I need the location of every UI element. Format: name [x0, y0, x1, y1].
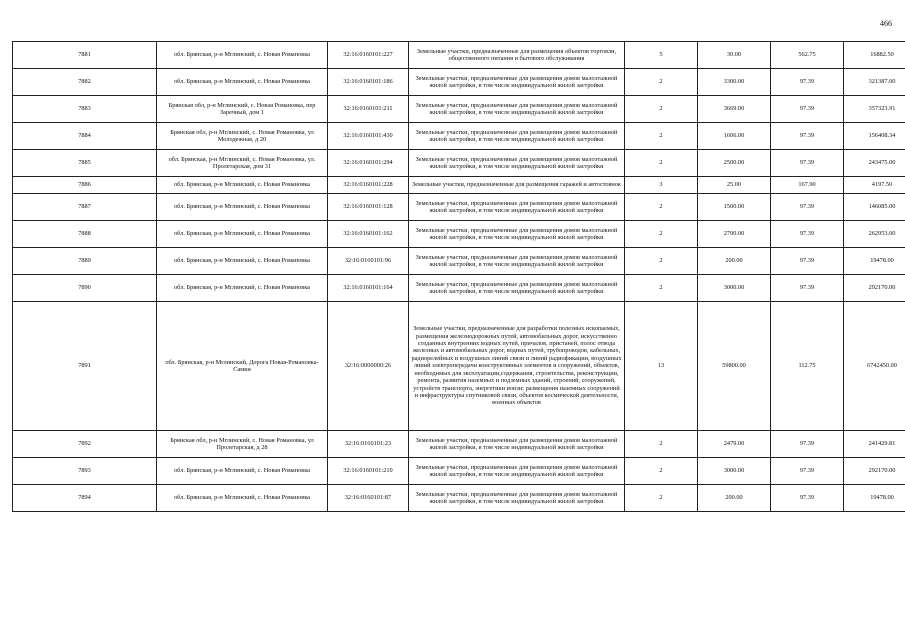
address-cell: Брянская обл, р-н Мглинский, с. Новая Романовка, ул Пролетарская, д 28 [157, 431, 328, 458]
use-group-cell: 2 [625, 194, 698, 221]
table-row [13, 431, 905, 458]
table-row [13, 177, 905, 194]
table-row [13, 96, 905, 123]
table-row [13, 302, 905, 431]
cadastral-number-cell: 32:16:0160101:96 [328, 248, 409, 275]
row-number-cell: 7889 [13, 248, 157, 275]
cadastral-number-cell: 32:16:0160101:164 [328, 275, 409, 302]
cadastral-number-cell: 32:16:0160101:23 [328, 431, 409, 458]
specific-value-cell: 97.39 [771, 150, 844, 177]
specific-value-cell: 97.39 [771, 69, 844, 96]
table-row [13, 69, 905, 96]
cadastral-value-cell: 16882.50 [844, 42, 905, 69]
address-cell: обл. Брянская, р-н Мглинский, с. Новая Романовка [157, 248, 328, 275]
row-number-cell: 7884 [13, 123, 157, 150]
land-use-cell: Земельные участки, предназначенные для размещения домов малоэтажной жилой застройки, в том числе индивидуальной жилой застройки [409, 248, 625, 275]
use-group-cell: 2 [625, 96, 698, 123]
cadastral-number-cell: 32:16:0160101:162 [328, 221, 409, 248]
cadastral-number-cell: 32:16:0160101:294 [328, 150, 409, 177]
cadastral-number-cell: 32:16:0160101:210 [328, 458, 409, 485]
specific-value-cell: 97.39 [771, 431, 844, 458]
address-cell: обл. Брянская, р-н Мглинский, с. Новая Романовка [157, 275, 328, 302]
cadastral-number-cell: 32:16:0160101:227 [328, 42, 409, 69]
cadastral-number-cell: 32:16:0000000:26 [328, 302, 409, 431]
use-group-cell: 3 [625, 177, 698, 194]
address-cell: обл. Брянская, р-н Мглинский, с. Новая Романовка, ул. Пролетарская, дом 31 [157, 150, 328, 177]
specific-value-cell: 97.39 [771, 275, 844, 302]
area-cell: 3300.00 [698, 69, 771, 96]
use-group-cell: 2 [625, 275, 698, 302]
table-row [13, 42, 905, 69]
cadastral-value-cell: 19478.00 [844, 485, 905, 512]
specific-value-cell: 97.39 [771, 248, 844, 275]
specific-value-cell: 97.39 [771, 96, 844, 123]
area-cell: 1500.00 [698, 194, 771, 221]
address-cell: обл. Брянская, р-н Мглинский, с. Новая Романовка [157, 458, 328, 485]
table-row [13, 485, 905, 512]
land-use-cell: Земельные участки, предназначенные для размещения домов малоэтажной жилой застройки, в том числе индивидуальной жилой застройки [409, 123, 625, 150]
land-use-cell: Земельные участки, предназначенные для размещения домов малоэтажной жилой застройки, в том числе индивидуальной жилой застройки [409, 485, 625, 512]
cadastral-value-cell: 262953.00 [844, 221, 905, 248]
table-body [13, 42, 905, 512]
address-cell: обл. Брянская, р-н Мглинский, Дорога Новая-Романовка-Самки [157, 302, 328, 431]
specific-value-cell: 97.39 [771, 123, 844, 150]
land-use-cell: Земельные участки, предназначенные для разработки полезных ископаемых, размещения железнодорожных путей, автомобильных дорог, искусственно созданных внутренних водных путей, причалов, пристаней, полос отвода железных и автомобильных дорог, водных путей, трубопроводов, кабельных, радиорелейных и воздушных линий связи и линий радиофикации, воздушных линий электропередачи конструктивных элементов и сооружений, объектов, необходимых для эксплуатации,содержания, строительства, реконструкции, ремонта, развития наземных и подземных зданий, строений, сооружений, устройств транспорта, энергетики ионзи; размещения наземных сооружений и инфраструктуры спутниковой связи, объектов космической деятельности, военных объектов [409, 302, 625, 431]
address-cell: обл. Брянская, р-н Мглинский, с. Новая Романовка [157, 42, 328, 69]
row-number-cell: 7885 [13, 150, 157, 177]
land-use-cell: Земельные участки, предназначенные для размещения домов малоэтажной жилой застройки, в том числе индивидуальной жилой застройки [409, 150, 625, 177]
row-number-cell: 7894 [13, 485, 157, 512]
use-group-cell: 2 [625, 69, 698, 96]
row-number-cell: 7886 [13, 177, 157, 194]
row-number-cell: 7893 [13, 458, 157, 485]
area-cell: 200.00 [698, 248, 771, 275]
table-row [13, 150, 905, 177]
address-cell: обл. Брянская, р-н Мглинский, с. Новая Романовка [157, 177, 328, 194]
cadastral-number-cell: 32:16:0160101:430 [328, 123, 409, 150]
use-group-cell: 2 [625, 431, 698, 458]
area-cell: 2479.00 [698, 431, 771, 458]
row-number-cell: 7891 [13, 302, 157, 431]
area-cell: 59800.00 [698, 302, 771, 431]
use-group-cell: 2 [625, 123, 698, 150]
area-cell: 3669.00 [698, 96, 771, 123]
use-group-cell: 2 [625, 458, 698, 485]
area-cell: 200.00 [698, 485, 771, 512]
land-use-cell: Земельные участки, предназначенные для размещения домов малоэтажной жилой застройки, в том числе индивидуальной жилой застройки [409, 69, 625, 96]
area-cell: 30.00 [698, 42, 771, 69]
specific-value-cell: 112.75 [771, 302, 844, 431]
use-group-cell: 2 [625, 485, 698, 512]
table-row [13, 221, 905, 248]
land-registry-table [12, 41, 905, 512]
address-cell: обл. Брянская, р-н Мглинский, с. Новая Романовка [157, 69, 328, 96]
cadastral-number-cell: 32:16:0160101:186 [328, 69, 409, 96]
use-group-cell: 2 [625, 221, 698, 248]
table-row [13, 123, 905, 150]
table-row [13, 275, 905, 302]
cadastral-value-cell: 4197.50 [844, 177, 905, 194]
cadastral-value-cell: 243475.00 [844, 150, 905, 177]
area-cell: 1606.00 [698, 123, 771, 150]
area-cell: 3000.00 [698, 458, 771, 485]
cadastral-value-cell: 19478.00 [844, 248, 905, 275]
specific-value-cell: 167.90 [771, 177, 844, 194]
table-row [13, 194, 905, 221]
table-row [13, 248, 905, 275]
area-cell: 25.00 [698, 177, 771, 194]
specific-value-cell: 97.39 [771, 458, 844, 485]
address-cell: обл. Брянская, р-н Мглинский, с. Новая Романовка [157, 221, 328, 248]
land-use-cell: Земельные участки, предназначенные для размещения домов малоэтажной жилой застройки, в том числе индивидуальной жилой застройки [409, 431, 625, 458]
cadastral-number-cell: 32:16:0160101:211 [328, 96, 409, 123]
cadastral-value-cell: 156408.34 [844, 123, 905, 150]
cadastral-value-cell: 146085.00 [844, 194, 905, 221]
use-group-cell: 5 [625, 42, 698, 69]
cadastral-number-cell: 32:16:0160101:128 [328, 194, 409, 221]
address-cell: обл. Брянская, р-н Мглинский, с. Новая Романовка [157, 485, 328, 512]
address-cell: обл. Брянская, р-н Мглинский, с. Новая Романовка [157, 194, 328, 221]
cadastral-number-cell: 32:16:0160101:228 [328, 177, 409, 194]
cadastral-number-cell: 32:16:0160101:87 [328, 485, 409, 512]
address-cell: Брянская обл, р-н Мглинский, с. Новая Романовка, ул Молодежная, д 20 [157, 123, 328, 150]
land-use-cell: Земельные участки, предназначенные для размещения домов малоэтажной жилой застройки, в том числе индивидуальной жилой застройки [409, 221, 625, 248]
row-number-cell: 7890 [13, 275, 157, 302]
page-number: 466 [880, 19, 892, 28]
land-use-cell: Земельные участки, предназначенные для размещения домов малоэтажной жилой застройки, в том числе индивидуальной жилой застройки [409, 275, 625, 302]
specific-value-cell: 97.39 [771, 194, 844, 221]
land-use-cell: Земельные участки, предназначенные для размещения домов малоэтажной жилой застройки, в том числе индивидуальной жилой застройки [409, 96, 625, 123]
row-number-cell: 7882 [13, 69, 157, 96]
row-number-cell: 7881 [13, 42, 157, 69]
cadastral-value-cell: 357323.91 [844, 96, 905, 123]
row-number-cell: 7883 [13, 96, 157, 123]
area-cell: 2700.00 [698, 221, 771, 248]
table-row [13, 458, 905, 485]
use-group-cell: 2 [625, 248, 698, 275]
cadastral-value-cell: 292170.00 [844, 458, 905, 485]
use-group-cell: 13 [625, 302, 698, 431]
specific-value-cell: 97.39 [771, 485, 844, 512]
land-use-cell: Земельные участки, предназначенные для размещения домов малоэтажной жилой застройки, в том числе индивидуальной жилой застройки [409, 194, 625, 221]
cadastral-value-cell: 6742450.00 [844, 302, 905, 431]
land-use-cell: Земельные участки, предназначенные для размещения гаражей и автостоянок [409, 177, 625, 194]
land-use-cell: Земельные участки, предназначенные для размещения домов малоэтажной жилой застройки, в том числе индивидуальной жилой застройки [409, 458, 625, 485]
use-group-cell: 2 [625, 150, 698, 177]
row-number-cell: 7887 [13, 194, 157, 221]
area-cell: 2500.00 [698, 150, 771, 177]
area-cell: 3000.00 [698, 275, 771, 302]
cadastral-value-cell: 241429.81 [844, 431, 905, 458]
row-number-cell: 7892 [13, 431, 157, 458]
cadastral-value-cell: 292170.00 [844, 275, 905, 302]
address-cell: Брянская обл, р-н Мглинский, с. Новая Романовка, пер Заречный, дом 1 [157, 96, 328, 123]
specific-value-cell: 97.39 [771, 221, 844, 248]
specific-value-cell: 562.75 [771, 42, 844, 69]
land-use-cell: Земельные участки, предназначенные для размещения объектов торговли, общественного питания и бытового обслуживания [409, 42, 625, 69]
cadastral-value-cell: 321387.00 [844, 69, 905, 96]
row-number-cell: 7888 [13, 221, 157, 248]
